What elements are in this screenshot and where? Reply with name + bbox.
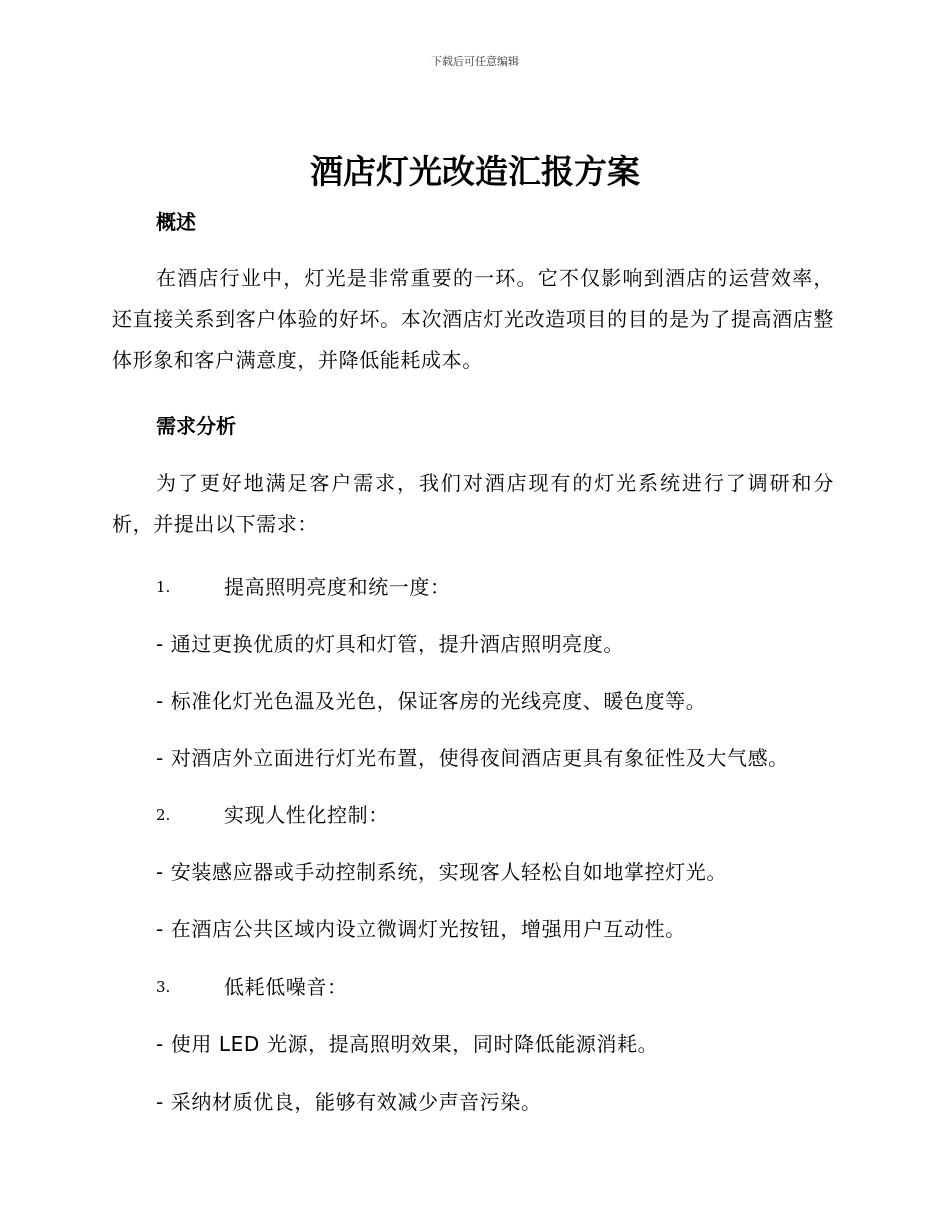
bullet-point: - 通过更换优质的灯具和灯管，提升酒店照明亮度。: [156, 632, 624, 656]
section-heading-analysis: 需求分析: [156, 414, 236, 438]
bullet-point: - 使用 LED 光源，提高照明效果，同时降低能源消耗。: [156, 1032, 659, 1056]
header-note: 下载后可任意编辑: [431, 55, 519, 68]
bullet-point: - 标准化灯光色温及光色，保证客房的光线亮度、暖色度等。: [156, 689, 707, 713]
list-item-number: 3.: [156, 978, 171, 996]
bullet-point: - 对酒店外立面进行灯光布置，使得夜间酒店更具有象征性及大气感。: [156, 746, 789, 770]
analysis-paragraph: 为了更好地满足客户需求，我们对酒店现有的灯光系统进行了调研和分析，并提出以下需求：: [112, 471, 834, 536]
list-item-label: 低耗低噪音：: [224, 975, 348, 999]
bullet-point: - 安装感应器或手动控制系统，实现客人轻松自如地掌控灯光。: [156, 860, 727, 884]
bullet-point: - 在酒店公共区域内设立微调灯光按钮，增强用户互动性。: [156, 917, 686, 941]
overview-paragraph: 在酒店行业中，灯光是非常重要的一环。它不仅影响到酒店的运营效率，还直接关系到客户体验的好坏。本次酒店灯光改造项目的目的是为了提高酒店整体形象和客户满意度，并降低能耗成本。: [112, 266, 834, 372]
list-item-number: 2.: [156, 806, 171, 824]
list-item-number: 1.: [156, 578, 171, 596]
document-title: 酒店灯光改造汇报方案: [310, 152, 640, 191]
bullet-point: - 采纳材质优良，能够有效减少声音污染。: [156, 1090, 542, 1114]
list-item-label: 实现人性化控制：: [224, 803, 389, 827]
section-heading-overview: 概述: [156, 210, 196, 234]
list-item-label: 提高照明亮度和统一度：: [224, 575, 451, 599]
